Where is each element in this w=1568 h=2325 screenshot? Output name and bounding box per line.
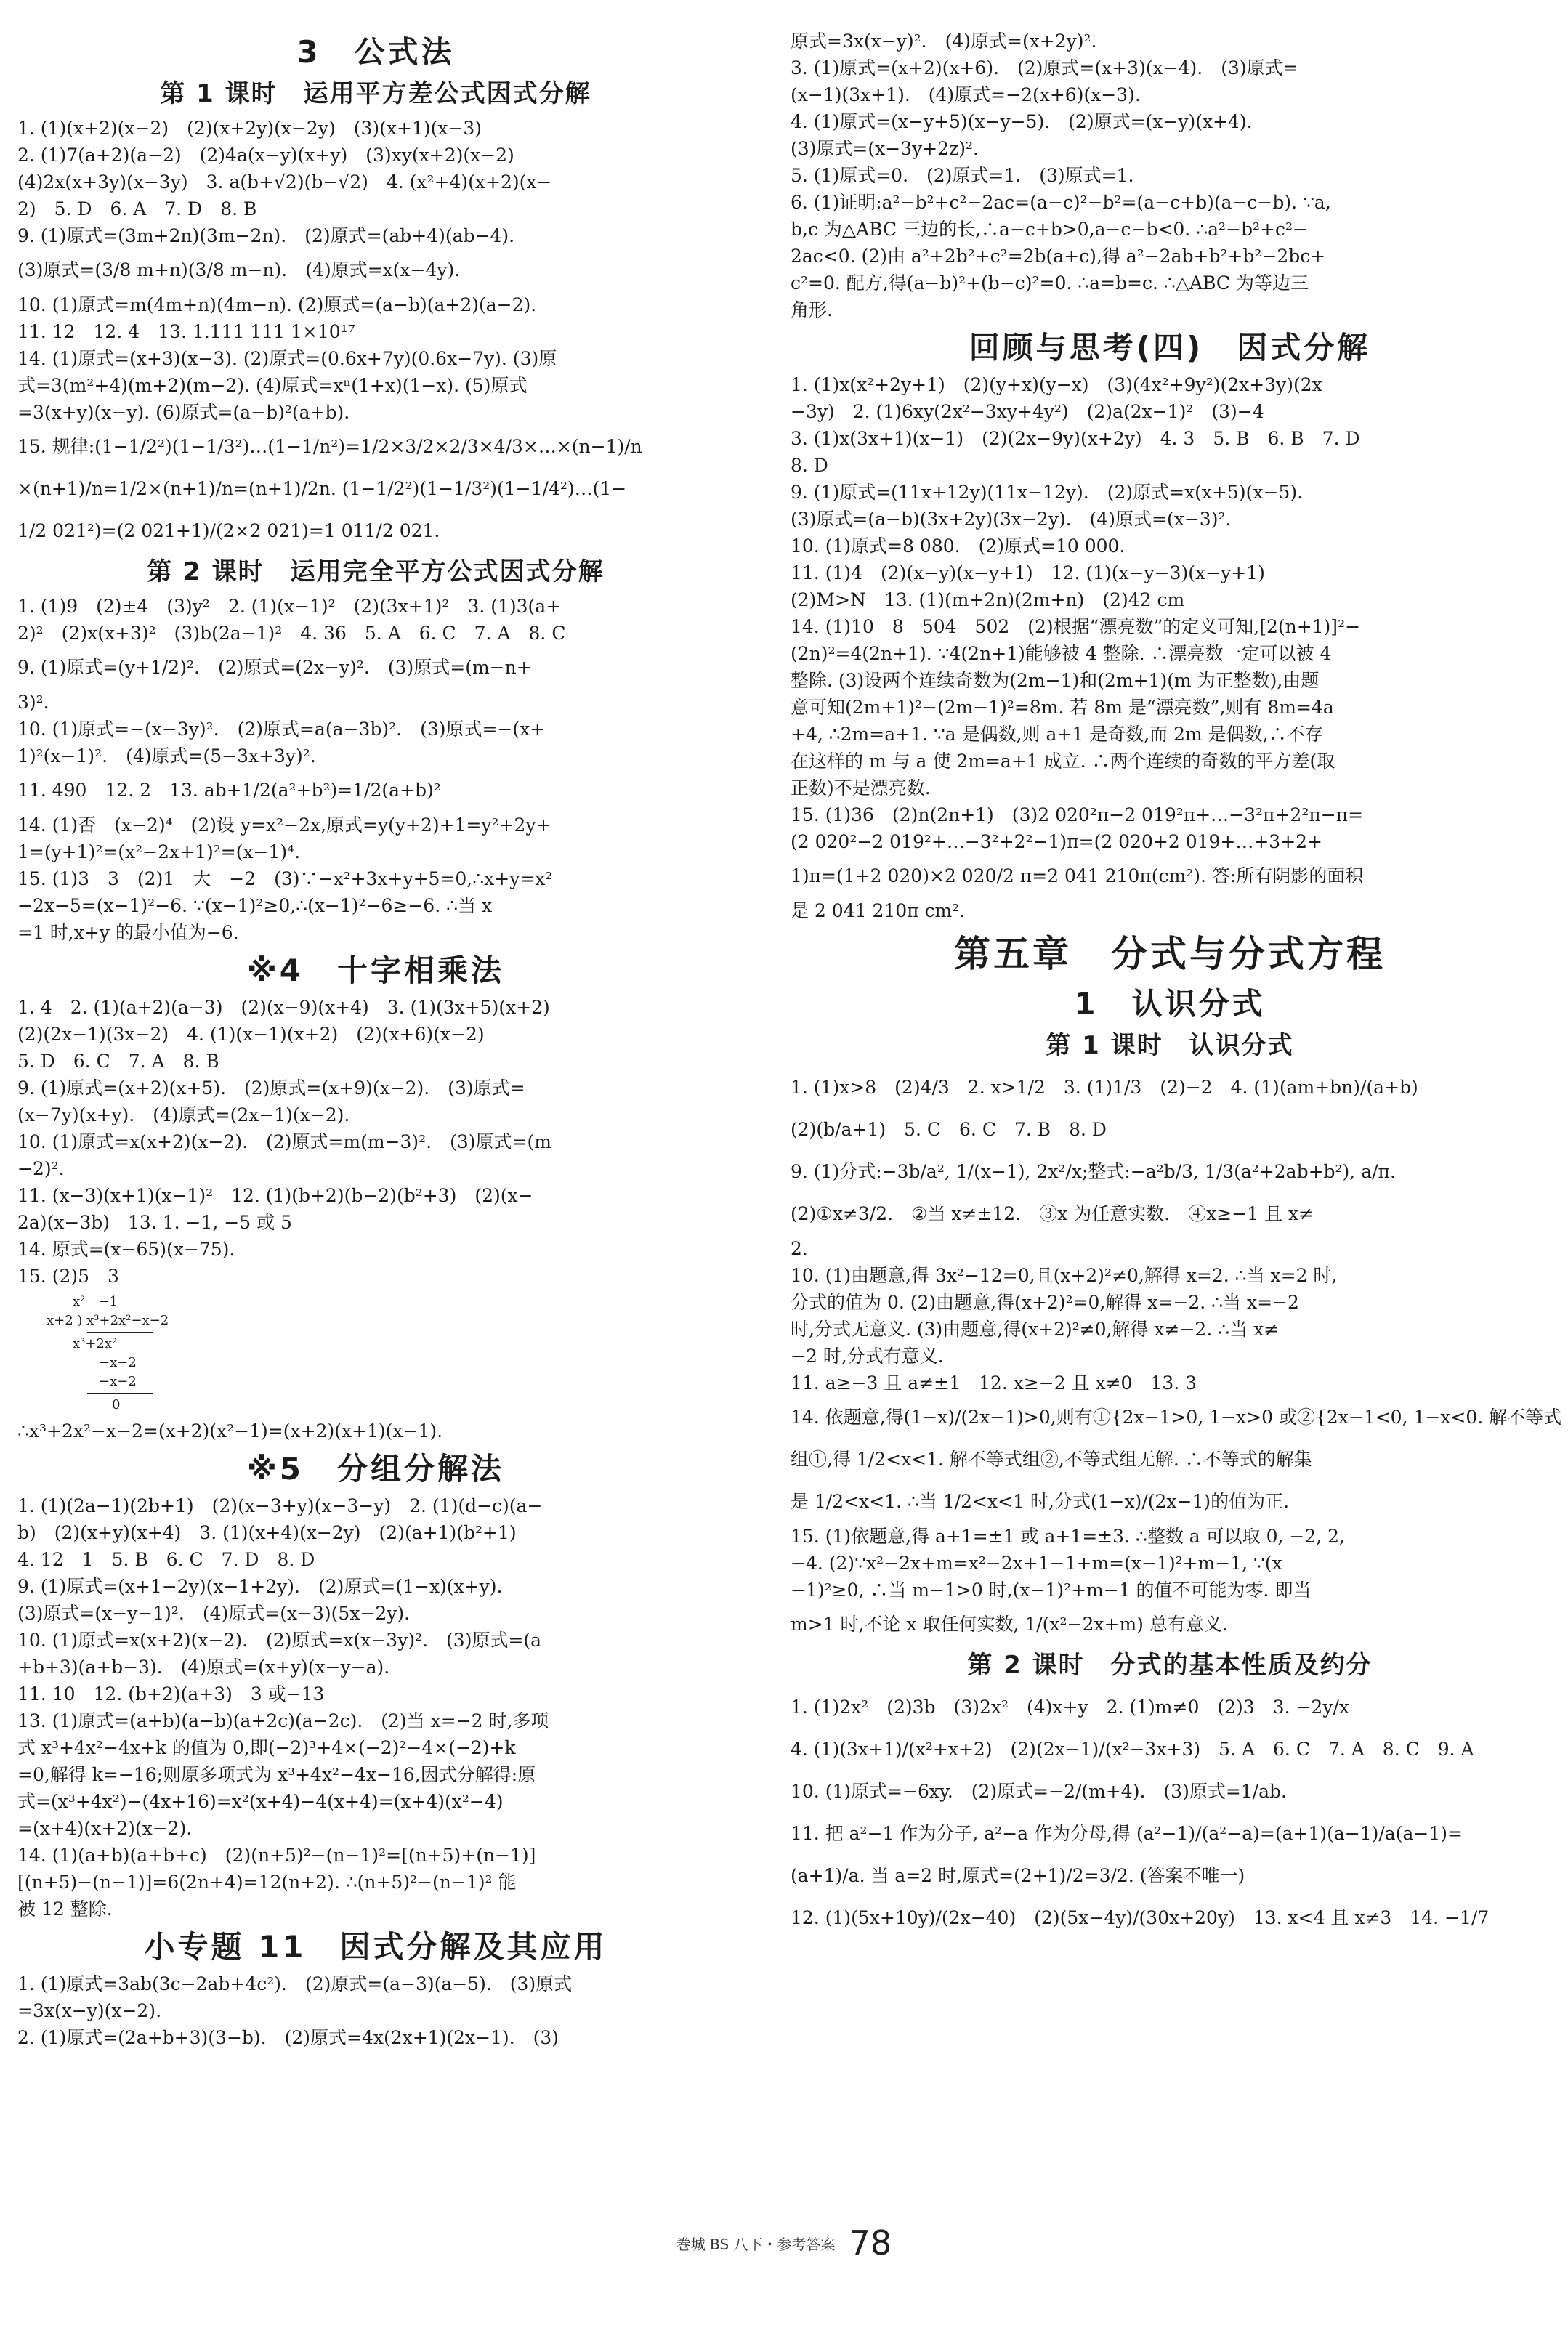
answer-line: 11. 490 12. 2 13. ab+1/2(a²+b²)=1/2(a+b)² xyxy=(17,780,441,801)
answer-line: 10. (1)原式=x(x+2)(x−2). (2)原式=m(m−3)². (3)原式=(m xyxy=(17,1131,551,1152)
answer-line: 10. (1)原式=−6xy. (2)原式=−2/(m+4). (3)原式=1/ab. xyxy=(791,1781,1287,1802)
answer-line: (3)原式=(3/8 m+n)(3/8 m−n). (4)原式=x(x−4y). xyxy=(17,259,461,280)
division-line: −x−2 xyxy=(47,1374,137,1389)
answer-line: 4. (1)(3x+1)/(x²+x+2) (2)(2x−1)/(x²−3x+3) 5. A 6. C 7. A 8. C 9. A xyxy=(791,1739,1474,1760)
answer-line: =1 时,x+y 的最小值为−6. xyxy=(17,922,239,943)
answer-line: 整除. (3)设两个连续奇数为(2m−1)和(2m+1)(m 为正整数),由题 xyxy=(791,670,1320,691)
answer-line: 1=(y+1)²=(x²−2x+1)²=(x−1)⁴. xyxy=(17,841,301,862)
answer-line: 是 1/2<x<1. ∴当 1/2<x<1 时,分式(1−x)/(2x−1)的值为正. xyxy=(791,1491,1290,1512)
division-rule xyxy=(87,1332,153,1333)
answer-line: =3x(x−y)(x−2). xyxy=(17,2000,162,2021)
answer-line: 15. 规律:(1−1/2²)(1−1/3²)…(1−1/n²)=1/2×3/2×2/3×4/3×…×(n−1)/n xyxy=(17,436,642,457)
section-heading: 3 公式法 xyxy=(296,34,455,70)
answer-line: −2 时,分式有意义. xyxy=(791,1346,944,1367)
answer-line: =(x+4)(x+2)(x−2). xyxy=(17,1818,193,1839)
footer-label: 巻城 BS 八下・参考答案 xyxy=(676,2235,836,2253)
answer-line: (3)原式=(x−y−1)². (4)原式=(x−3)(5x−2y). xyxy=(17,1603,411,1624)
answer-line: 4. (1)原式=(x−y+5)(x−y−5). (2)原式=(x−y)(x+4). xyxy=(791,111,1253,132)
answer-line: 5. (1)原式=0. (2)原式=1. (3)原式=1. xyxy=(791,165,1134,186)
answer-line: −4. (2)∵x²−2x+m=x²−2x+1−1+m=(x−1)²+m−1, ∵(x xyxy=(791,1553,1282,1574)
division-rule xyxy=(87,1393,153,1394)
answer-line: 11. 12 12. 4 13. 1.111 111 1×10¹⁷ xyxy=(17,321,355,342)
section-heading: 回顾与思考(四) 因式分解 xyxy=(969,330,1371,365)
answer-line: ∴x³+2x²−x−2=(x+2)(x²−1)=(x+2)(x+1)(x−1). xyxy=(17,1420,443,1442)
answer-line: 2)² (2)x(x+3)² (3)b(2a−1)² 4. 36 5. A 6. C 7. A 8. C xyxy=(17,623,566,644)
answer-line: 1. (1)(2a−1)(2b+1) (2)(x−3+y)(x−3−y) 2. (1)(d−c)(a− xyxy=(17,1495,543,1516)
answer-line: 10. (1)原式=m(4m+n)(4m−n). (2)原式=(a−b)(a+2)(a−2). xyxy=(17,294,537,315)
division-line: x+2 ) x³+2x²−x−2 xyxy=(47,1313,169,1328)
answer-line: 3)². xyxy=(17,692,49,713)
answer-line: 15. (2)5 3 xyxy=(17,1266,119,1287)
answer-line: 9. (1)原式=(x+2)(x+5). (2)原式=(x+9)(x−2). (3)原式= xyxy=(17,1077,525,1099)
lesson-heading: 第 1 课时 运用平方差公式因式分解 xyxy=(160,79,591,108)
answer-line: −1)²≥0, ∴当 m−1>0 时,(x−1)²+m−1 的值不可能为零. 即当 xyxy=(791,1580,1312,1601)
answer-line: 意可知(2m+1)²−(2m−1)²=8m. 若 8m 是“漂亮数”,则有 8m=4a xyxy=(791,697,1334,718)
answer-line: 式=(x³+4x²)−(4x+16)=x²(x+4)−4(x+4)=(x+4)(x²−4) xyxy=(17,1791,504,1812)
answer-line: (2 020²−2 019²+…−3²+2²−1)π=(2 020+2 019+…+3+2+ xyxy=(791,831,1323,852)
answer-line: 时,分式无意义. (3)由题意,得(x+2)²≠0,解得 x≠−2. ∴当 x≠ xyxy=(791,1319,1280,1340)
answer-line: 分式的值为 0. (2)由题意,得(x+2)²=0,解得 x=−2. ∴当 x=−2 xyxy=(791,1292,1299,1313)
answer-line: 式 x³+4x²−4x+k 的值为 0,即(−2)³+4×(−2)²−4×(−2)+k xyxy=(17,1737,516,1758)
answer-line: ×(n+1)/n=1/2×(n+1)/n=(n+1)/2n. (1−1/2²)(1−1/3²)(1−1/4²)…(1− xyxy=(17,478,627,499)
answer-line: 12. (1)(5x+10y)/(2x−40) (2)(5x−4y)/(30x+20y) 13. x<4 且 x≠3 14. −1/7 xyxy=(791,1907,1490,1928)
answer-line: 2. (1)原式=(2a+b+3)(3−b). (2)原式=4x(2x+1)(2x−1). (3) xyxy=(17,2027,559,2048)
answer-line: 1/2 021²)=(2 021+1)/(2×2 021)=1 011/2 021. xyxy=(17,520,440,541)
answer-line: +4, ∴2m=a+1. ∵a 是偶数,则 a+1 是奇数,而 2m 是偶数,∴不存 xyxy=(791,724,1323,745)
answer-line: 10. (1)原式=−(x−3y)². (2)原式=a(a−3b)². (3)原式=−(x+ xyxy=(17,719,546,740)
answer-line: =3(x+y)(x−y). (6)原式=(a−b)²(a+b). xyxy=(17,402,350,423)
answer-line: 11. (x−3)(x+1)(x−1)² 12. (1)(b+2)(b−2)(b²+3) (2)(x− xyxy=(17,1185,533,1206)
answer-line: 是 2 041 210π cm². xyxy=(791,900,966,921)
right-column xyxy=(791,28,1562,1939)
answer-line: 9. (1)原式=(x+1−2y)(x−1+2y). (2)原式=(1−x)(x+y). xyxy=(17,1576,503,1597)
answer-line: [(n+5)−(n−1)]=6(2n+4)=12(n+2). ∴(n+5)²−(n−1)² 能 xyxy=(17,1872,517,1893)
answer-line: (2)(b/a+1) 5. C 6. C 7. B 8. D xyxy=(791,1119,1107,1140)
page-footer xyxy=(0,2223,1568,2263)
answer-line: 3. (1)原式=(x+2)(x+6). (2)原式=(x+3)(x−4). (3)原式= xyxy=(791,57,1298,78)
answer-line: =0,解得 k=−16;则原多项式为 x³+4x²−4x−16,因式分解得:原 xyxy=(17,1764,536,1785)
answer-line: 11. a≥−3 且 a≠±1 12. x≥−2 且 x≠0 13. 3 xyxy=(791,1372,1197,1394)
answer-line: (a+1)/a. 当 a=2 时,原式=(2+1)/2=3/2. (答案不唯一) xyxy=(791,1865,1245,1886)
answer-line: 2ac<0. (2)由 a²+2b²+c²=2b(a+c),得 a²−2ab+b²+b²−2bc+ xyxy=(791,246,1326,267)
answer-line: 11. (1)4 (2)(x−y)(x−y+1) 12. (1)(x−y−3)(x−y+1) xyxy=(791,562,1265,583)
answer-line: 2) 5. D 6. A 7. D 8. B xyxy=(17,198,257,219)
answer-line: 1. 4 2. (1)(a+2)(a−3) (2)(x−9)(x+4) 3. (1)(3x+5)(x+2) xyxy=(17,997,550,1018)
lesson-heading: 第 1 课时 认识分式 xyxy=(1046,1031,1294,1060)
answer-line: (4)2x(x+3y)(x−3y) 3. a(b+√2)(b−√2) 4. (x²+4)(x+2)(x− xyxy=(17,171,552,193)
answer-line: 角形. xyxy=(791,299,833,320)
answer-line: 15. (1)3 3 (2)1 大 −2 (3)∵−x²+3x+y+5=0,∴x+y=x² xyxy=(17,868,553,889)
answer-line: −2)². xyxy=(17,1158,65,1179)
answer-line: 2a)(x−3b) 13. 1. −1, −5 或 5 xyxy=(17,1212,292,1233)
answer-line: (2)(2x−1)(3x−2) 4. (1)(x−1)(x+2) (2)(x+6)(x−2) xyxy=(17,1024,485,1045)
section-heading: ※4 十字相乘法 xyxy=(246,953,505,988)
answer-line: 1. (1)x(x²+2y+1) (2)(y+x)(y−x) (3)(4x²+9y²)(2x+3y)(2x xyxy=(791,374,1322,395)
answer-line: (x−7y)(x+y). (4)原式=(2x−1)(x−2). xyxy=(17,1104,350,1125)
section-heading: 小专题 11 因式分解及其应用 xyxy=(144,1929,607,1965)
answer-line: 正数)不是漂亮数. xyxy=(791,777,931,798)
answer-line: 14. (1)原式=(x+3)(x−3). (2)原式=(0.6x+7y)(0.6x−7y). (3)原 xyxy=(17,348,557,369)
answer-line: 1. (1)9 (2)±4 (3)y² 2. (1)(x−1)² (2)(3x+1)² 3. (1)3(a+ xyxy=(17,596,562,617)
answer-line: 9. (1)原式=(3m+2n)(3m−2n). (2)原式=(ab+4)(ab−4). xyxy=(17,225,515,246)
division-line: x² −1 xyxy=(47,1294,118,1309)
answer-line: b,c 为△ABC 三边的长,∴a−c+b>0,a−c−b<0. ∴a²−b²+c²− xyxy=(791,219,1308,240)
answer-line: 原式=3x(x−y)². (4)原式=(x+2y)². xyxy=(791,31,1097,52)
division-line: x³+2x² xyxy=(47,1336,118,1351)
answer-line: b) (2)(x+y)(x+4) 3. (1)(x+4)(x−2y) (2)(a+1)(b²+1) xyxy=(17,1522,517,1543)
answer-line: 15. (1)依题意,得 a+1=±1 或 a+1=±3. ∴整数 a 可以取 0, −2, 2, xyxy=(791,1526,1345,1547)
answer-line: 2. xyxy=(791,1238,808,1259)
answer-line: 14. (1)否 (x−2)⁴ (2)设 y=x²−2x,原式=y(y+2)+1=y²+2y+ xyxy=(17,814,551,836)
answer-line: 3. (1)x(3x+1)(x−1) (2)(2x−9y)(x+2y) 4. 3 5. B 6. B 7. D xyxy=(791,428,1360,449)
answer-line: 1. (1)x>8 (2)4/3 2. x>1/2 3. (1)1/3 (2)−2 4. (1)(am+bn)/(a+b) xyxy=(791,1077,1418,1098)
answer-line: 15. (1)36 (2)n(2n+1) (3)2 020²π−2 019²π+…−3²π+2²π−π= xyxy=(791,804,1364,825)
answer-line: 14. (1)(a+b)(a+b+c) (2)(n+5)²−(n−1)²=[(n+5)+(n−1)] xyxy=(17,1845,536,1866)
lesson-heading: 第 2 课时 运用完全平方公式因式分解 xyxy=(147,557,605,586)
answer-line: 4. 12 1 5. B 6. C 7. D 8. D xyxy=(17,1549,315,1570)
answer-line: (2n)²=4(2n+1). ∵4(2n+1)能够被 4 整除. ∴漂亮数一定可以被 4 xyxy=(791,643,1332,664)
answer-line: 9. (1)原式=(y+1/2)². (2)原式=(2x−y)². (3)原式=(m−n+ xyxy=(17,657,532,678)
answer-line: 8. D xyxy=(791,455,828,476)
answer-line: 14. 依题意,得(1−x)/(2x−1)>0,则有①{2x−1>0, 1−x>0 或②{2x−1<0, 1−x<0. 解不等式 xyxy=(791,1407,1562,1428)
answer-line: −3y) 2. (1)6xy(2x²−3xy+4y²) (2)a(2x−1)² (3)−4 xyxy=(791,401,1264,422)
section-heading: 1 认识分式 xyxy=(1074,986,1266,1022)
answer-line: +b+3)(a+b−3). (4)原式=(x+y)(x−y−a). xyxy=(17,1657,390,1678)
answer-line: 10. (1)原式=x(x+2)(x−2). (2)原式=x(x−3y)². (3)原式=(a xyxy=(17,1630,542,1651)
chapter-heading: 第五章 分式与分式方程 xyxy=(954,933,1386,975)
answer-line: 组①,得 1/2<x<1. 解不等式组②,不等式组无解. ∴不等式的解集 xyxy=(791,1449,1312,1470)
answer-line: (x−1)(3x+1). (4)原式=−2(x+6)(x−3). xyxy=(791,84,1141,105)
left-column xyxy=(17,28,734,2051)
answer-line: (3)原式=(x−3y+2z)². xyxy=(791,138,979,159)
answer-line: m>1 时,不论 x 取任何实数, 1/(x²−2x+m) 总有意义. xyxy=(791,1614,1228,1635)
long-division xyxy=(47,1293,734,1415)
answer-line: 14. 原式=(x−65)(x−75). xyxy=(17,1239,235,1260)
answer-line: c²=0. 配方,得(a−b)²+(b−c)²=0. ∴a=b=c. ∴△ABC 为等边三 xyxy=(791,272,1309,294)
answer-line: 1. (1)2x² (2)3b (3)2x² (4)x+y 2. (1)m≠0 (2)3 3. −2y/x xyxy=(791,1697,1349,1718)
answer-line: 13. (1)原式=(a+b)(a−b)(a+2c)(a−2c). (2)当 x=−2 时,多项 xyxy=(17,1710,549,1731)
answer-line: 6. (1)证明:a²−b²+c²−2ac=(a−c)²−b²=(a−c+b)(a−c−b). ∵a, xyxy=(791,192,1331,213)
page-number: 78 xyxy=(849,2223,892,2263)
answer-line: 9. (1)分式:−3b/a², 1/(x−1), 2x²/x;整式:−a²b/3, 1/3(a²+2ab+b²), a/π. xyxy=(791,1161,1396,1182)
answer-line: −2x−5=(x−1)²−6. ∵(x−1)²≥0,∴(x−1)²−6≥−6. ∴当 x xyxy=(17,895,493,916)
answer-line: (2)M>N 13. (1)(m+2n)(2m+n) (2)42 cm xyxy=(791,589,1185,610)
answer-line: 5. D 6. C 7. A 8. B xyxy=(17,1051,219,1072)
answer-line: 在这样的 m 与 a 使 2m=a+1 成立. ∴两个连续的奇数的平方差(取 xyxy=(791,751,1335,772)
answer-line: 11. 10 12. (b+2)(a+3) 3 或−13 xyxy=(17,1683,325,1705)
answer-line: 11. 把 a²−1 作为分子, a²−a 作为分母,得 (a²−1)/(a²−a)=(a+1)(a−1)/a(a−1)= xyxy=(791,1823,1463,1844)
answer-line: 被 12 整除. xyxy=(17,1899,113,1920)
answer-line: 14. (1)10 8 504 502 (2)根据“漂亮数”的定义可知,[2(n+1)]²− xyxy=(791,616,1361,637)
answer-line: (3)原式=(a−b)(3x+2y)(3x−2y). (4)原式=(x−3)². xyxy=(791,509,1232,530)
answer-line: 1)π=(1+2 020)×2 020/2 π=2 041 210π(cm²). 答:所有阴影的面积 xyxy=(791,865,1364,886)
answer-line: 1. (1)(x+2)(x−2) (2)(x+2y)(x−2y) (3)(x+1)(x−3) xyxy=(17,118,482,139)
answer-line: 9. (1)原式=(11x+12y)(11x−12y). (2)原式=x(x+5)(x−5). xyxy=(791,482,1304,503)
answer-line: 10. (1)由题意,得 3x²−12=0,且(x+2)²≠0,解得 x=2. ∴当 x=2 时, xyxy=(791,1265,1338,1286)
answer-line: 1)²(x−1)². (4)原式=(5−3x+3y)². xyxy=(17,745,316,767)
answer-line: (2)①x≠3/2. ②当 x≠±12. ③x 为任意实数. ④x≥−1 且 x≠ xyxy=(791,1203,1314,1224)
answer-line: 2. (1)7(a+2)(a−2) (2)4a(x−y)(x+y) (3)xy(x+2)(x−2) xyxy=(17,145,514,166)
section-heading: ※5 分组分解法 xyxy=(246,1451,505,1487)
answer-line: 10. (1)原式=8 080. (2)原式=10 000. xyxy=(791,535,1126,557)
answer-line: 式=3(m²+4)(m+2)(m−2). (4)原式=xⁿ(1+x)(1−x). (5)原式 xyxy=(17,375,528,396)
answer-line: 1. (1)原式=3ab(3c−2ab+4c²). (2)原式=(a−3)(a−5). (3)原式 xyxy=(17,1973,573,1994)
division-line: −x−2 xyxy=(47,1355,137,1370)
division-line: 0 xyxy=(47,1397,121,1412)
lesson-heading: 第 2 课时 分式的基本性质及约分 xyxy=(967,1651,1373,1680)
